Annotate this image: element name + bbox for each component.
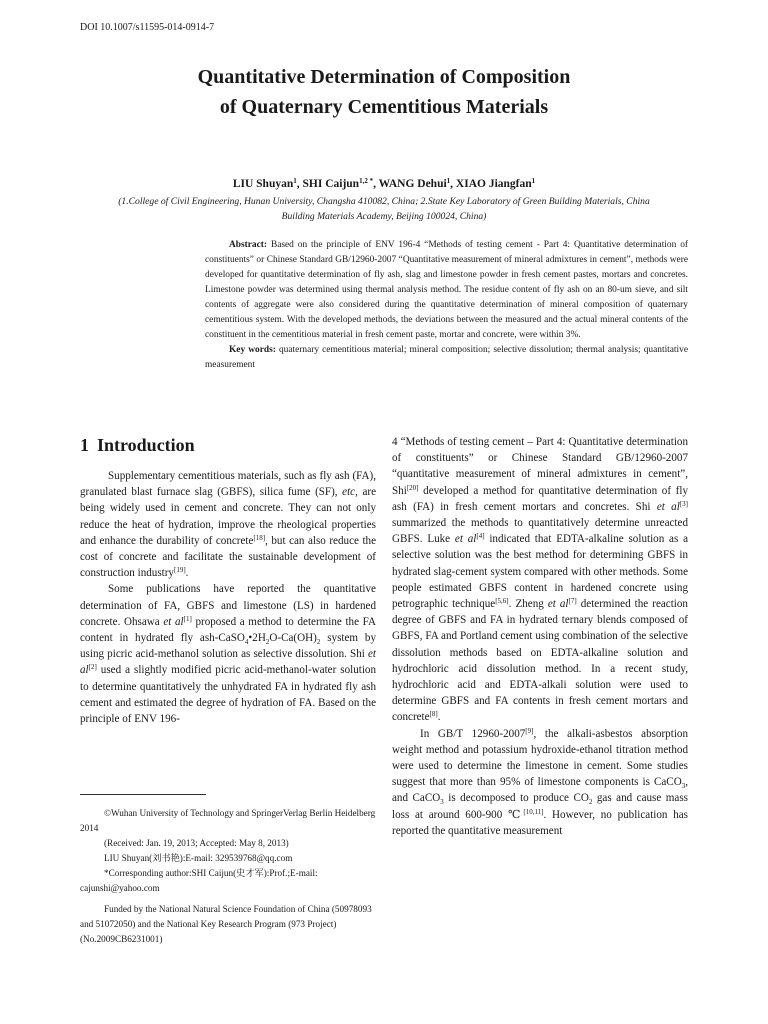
citation-ref: [19] bbox=[173, 566, 186, 575]
text-run: developed a method for quantitative determination of fly ash (FA) in fresh cement mortars and concretes. Shi bbox=[392, 484, 688, 513]
subscript: 4 bbox=[244, 638, 249, 647]
doi-line: DOI 10.1007/s11595-014-0914-7 bbox=[80, 22, 215, 33]
text-run: , and CaCO bbox=[392, 776, 688, 805]
title-line-1: Quantitative Determination of Composition bbox=[197, 66, 571, 88]
abstract-text: Based on the principle of ENV 196-4 “Methods of testing cement - Part 4: Quantitative determination of constituents” or Chinese Standard GB/12960-2007 “Quantitative measurement of mineral admixtures in cement”, methods were developed for quantitative determination of fly ash, slag and limestone powder in fresh cement pastes, mortars and concretes. Limestone powder was determined using thermal analysis method. The residue content of fly ash on an 80-um sieve, and silt contents of aggregate were also considered during the quantitative determination of mineral composition of quaternary cementitious system. With the developed methods, the deviations between the measured and the actual mineral contents of the constituent in the cementitious material in fresh cement paste, mortar and concrete, were within 3%. bbox=[205, 240, 689, 340]
citation-ref: [5,6] bbox=[495, 597, 509, 606]
text-run: summarized the methods to quantitatively determine unreacted GBFS. Luke bbox=[392, 517, 688, 546]
text-run: gas and cause mass loss at around 600-900 ℃ bbox=[392, 792, 688, 821]
abstract-paragraph bbox=[205, 238, 688, 343]
abstract-label: Abstract: bbox=[229, 240, 268, 250]
intro-paragraph-2-cont bbox=[392, 434, 688, 726]
abstract-block bbox=[205, 238, 688, 373]
author-name: XIAO Jiangfan bbox=[455, 178, 532, 190]
affiliation-line-2: Building Materials Academy, Beijing 100024, China) bbox=[281, 211, 487, 222]
section-number: 1 bbox=[80, 435, 89, 455]
text-run: system by using picric acid-methanol solution as selective dissolution. Shi bbox=[80, 632, 377, 661]
footnote-received: (Received: Jan. 19, 2013; Accepted: May 8, 2013) bbox=[104, 838, 289, 848]
author-name: LIU Shuyan bbox=[232, 178, 294, 190]
text-run: , the alkali-asbestos absorption weight method and potassium hydroxide-ethanol titration method were used to determine the limestone in cement. Some studies suggest that more than 95% of limestone components is CaCO bbox=[392, 727, 688, 789]
citation-ref: [7] bbox=[568, 597, 577, 606]
title-line-2: of Quaternary Cementitious Materials bbox=[219, 96, 549, 118]
text-run-italic: et al bbox=[80, 648, 376, 677]
footnote-author-email: LIU Shuyan(刘书艳):E-mail: 329539768@qq.com bbox=[104, 853, 293, 863]
text-run: . bbox=[185, 567, 189, 580]
author-affil-mark: 1 bbox=[446, 177, 451, 185]
intro-paragraph-1 bbox=[80, 468, 376, 581]
citation-ref: [8] bbox=[429, 710, 438, 719]
footnote-corresponding: *Corresponding author:SHI Caijun(史才军):Prof.;E-mail: cajunshi@yahoo.com bbox=[80, 868, 318, 893]
section-title: Introduction bbox=[97, 435, 195, 455]
keywords-text: quaternary cementitious material; mineral composition; selective dissolution; thermal analysis; quantitative measurement bbox=[205, 345, 688, 370]
text-run: proposed a method to determine the FA content in hydrated fly ash-CaSO bbox=[80, 615, 377, 645]
text-run-italic: et al bbox=[656, 500, 680, 513]
text-run-italic: et al bbox=[163, 615, 184, 628]
citation-ref: [2] bbox=[88, 663, 97, 672]
keywords-label: Key words: bbox=[229, 345, 276, 355]
author-list: LIU Shuyan$^1$, SHI Caijun$^{1,2 *}$, WANG Dehui$^1$, XIAO Jiangfan$^1$ bbox=[232, 177, 536, 190]
subscript: 3 bbox=[681, 782, 686, 791]
intro-paragraph-2 bbox=[80, 581, 376, 727]
text-run: . Zheng bbox=[508, 598, 544, 611]
affiliations bbox=[80, 194, 688, 224]
citation-ref: [20] bbox=[406, 483, 419, 492]
intro-paragraph-3 bbox=[392, 726, 688, 839]
keywords-paragraph bbox=[205, 343, 688, 373]
author-affil-mark: 1 bbox=[293, 177, 297, 185]
footnote-funding: Funded by the National Natural Science Foundation of China (50978093 and 51072050) and the National Key Research Program (973 Project) (No.2009CB6231001) bbox=[80, 904, 372, 944]
text-run: , are being widely used in cement and concrete. They can not only reduce the heat of hydration, improve the rheological properties and enhance the durability of concrete bbox=[80, 486, 377, 547]
text-run: Supplementary cementitious materials, such as fly ash (FA), granulated blast furnace slag (GBFS), silica fume (SF), bbox=[80, 470, 376, 499]
citation-ref: [9] bbox=[525, 726, 534, 735]
right-column bbox=[392, 434, 688, 839]
text-run: determined the reaction degree of GBFS and FA in hydrated ternary blends composed of GBFS, FA and Portland cement using combination of the selective dissolution methods based on EDTA-alkaline solution and hydrochloric acid dissolution method. In a recent study, hydrochloric acid and EDTA-alkali solution were used to determine GBFS and FA contents in fresh cement mortars and concrete bbox=[392, 598, 688, 724]
subscript: 2 bbox=[265, 638, 270, 647]
text-run-italic: et al bbox=[454, 533, 477, 546]
affiliation-line-1: (1.College of Civil Engineering, Hunan University, Changsha 410082, China; 2.State Key Laboratory of Green Building Materials, China bbox=[118, 196, 650, 207]
text-run: •2H bbox=[248, 632, 266, 645]
subscript: 2 bbox=[588, 798, 593, 807]
footnotes bbox=[80, 806, 376, 947]
text-run: 4 “Methods of testing cement – Part 4: Quantitative determination of constituents” or Chinese Standard GB/12960-2007 “quantitative measurement of mineral admixtures in cement”, Shi bbox=[392, 436, 688, 497]
text-run: O-Ca(OH) bbox=[269, 632, 317, 645]
citation-ref: [4] bbox=[476, 532, 485, 541]
citation-ref: [3] bbox=[679, 499, 688, 508]
footnote-divider bbox=[80, 794, 206, 795]
text-run: is decomposed to produce CO bbox=[448, 792, 589, 805]
text-run-italic: et al bbox=[547, 598, 569, 611]
footnote-copyright: ©Wuhan University of Technology and SpringerVerlag Berlin Heidelberg 2014 bbox=[80, 808, 376, 833]
left-column bbox=[80, 434, 376, 727]
citation-ref: [1] bbox=[183, 614, 192, 623]
subscript: 3 bbox=[440, 798, 444, 807]
text-run: . bbox=[437, 711, 441, 724]
author-affil-mark: 1 bbox=[531, 177, 536, 185]
text-run: indicated that EDTA-alkaline solution as a selective solution was the best method for determining GBFS in hydrated slag-cement system compared with other methods. Some people estimated GBFS content in hardened concrete using petrographic technique bbox=[392, 533, 688, 611]
text-run-italic: etc bbox=[342, 486, 356, 499]
text-run: In GB/T 12960-2007 bbox=[420, 727, 526, 740]
paper-title bbox=[80, 62, 688, 122]
text-run: . However, no publication has reported the quantitative measurement bbox=[392, 808, 688, 837]
subscript: 2 bbox=[316, 638, 321, 647]
citation-ref: [18] bbox=[253, 533, 266, 542]
section-heading bbox=[80, 434, 376, 456]
author-name: SHI Caijun bbox=[302, 178, 360, 190]
author-name: WANG Dehui bbox=[378, 178, 447, 190]
text-run: used a slightly modified picric acid-methanol-water solution to determine quantitatively the unhydrated FA in hydrated fly ash cement and estimated the degree of hydration of FA. Based on the principle of ENV 196- bbox=[80, 664, 377, 726]
text-run: , but can also reduce the cost of concrete and facilitate the sustainable development of construction industry bbox=[80, 534, 376, 580]
text-run: Some publications have reported the quantitative determination of FA, GBFS and limestone (LS) in hardened concrete. Ohsawa bbox=[80, 583, 376, 628]
author-affil-mark: 1,2 * bbox=[359, 177, 374, 185]
citation-ref: [10,11] bbox=[523, 807, 544, 816]
